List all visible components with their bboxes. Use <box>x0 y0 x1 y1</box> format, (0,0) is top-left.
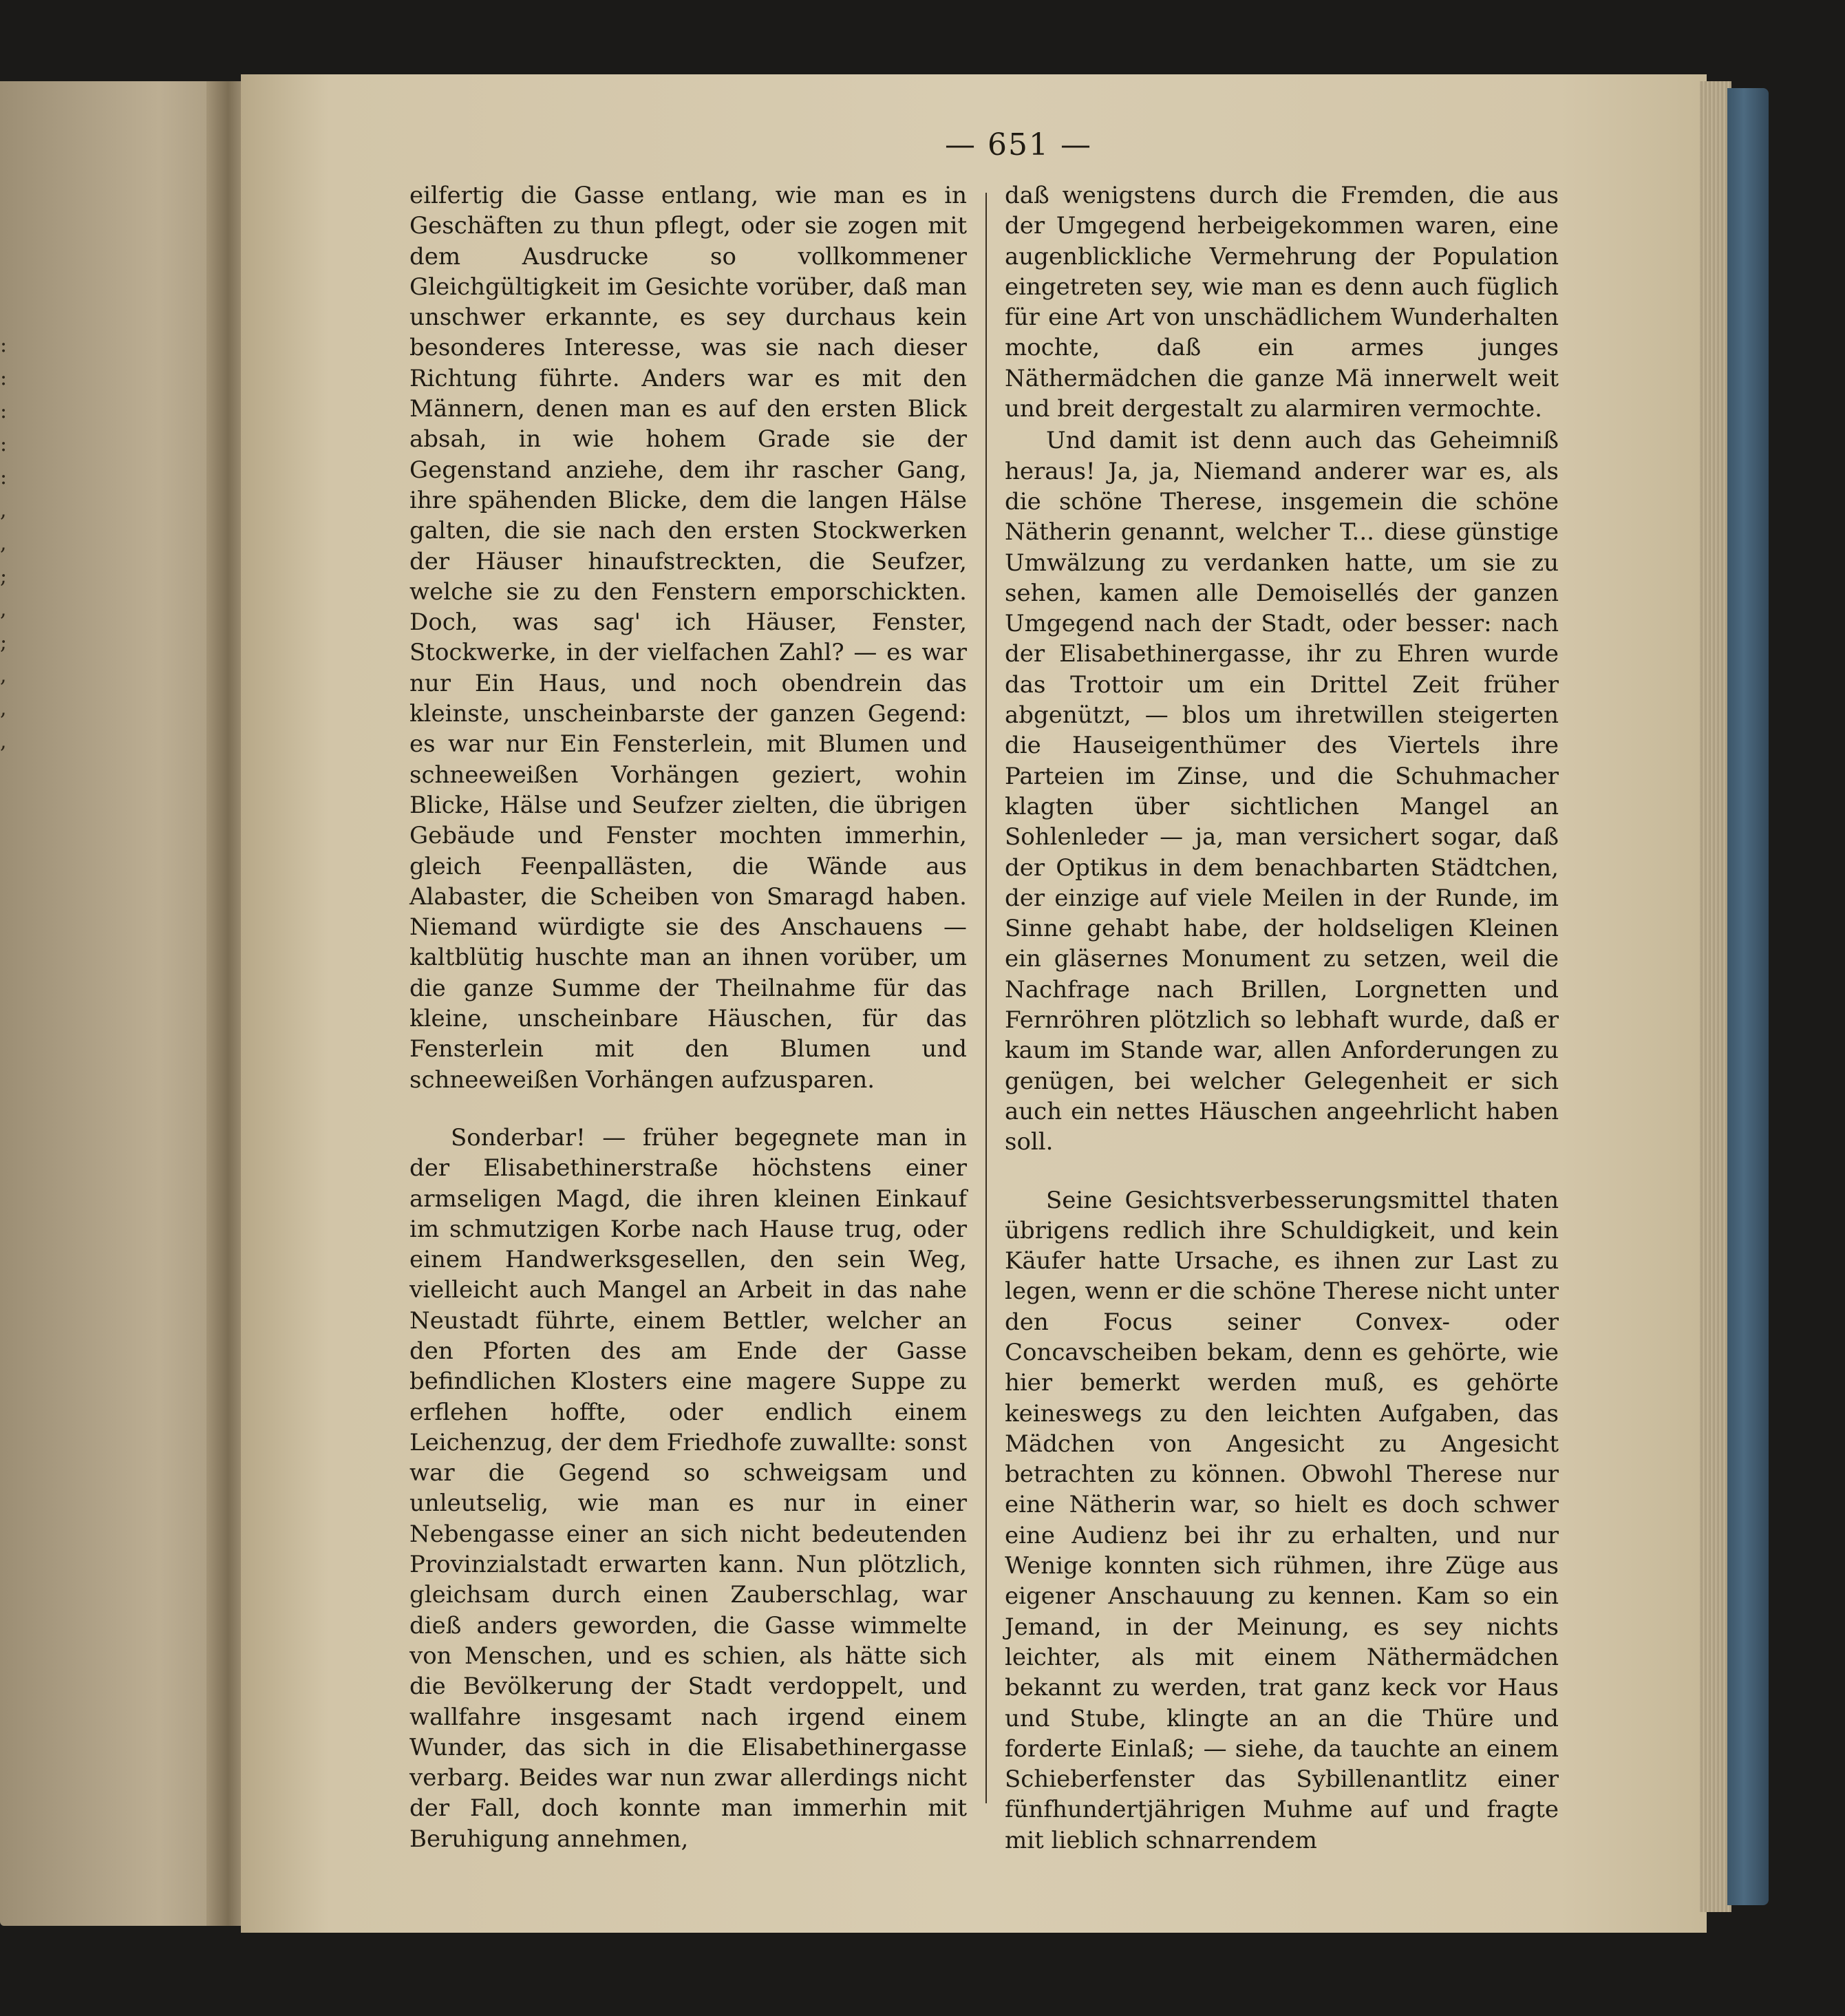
right-text-column <box>1005 180 1559 1856</box>
paragraph: eilfertig die Gasse entlang, wie man es in Geschäften zu thun pflegt, oder sie zogen mit dem Ausdrucke so vollkommener Gleichgültigkeit im Gesichte vorüber, daß man unschwer erkannte, es sey durchaus kein besonderes Interesse, was sie nach dieser Richtung führte. Anders war es mit den Männern, denen man es auf den ersten Blick absah, in wie hohem Grade sie der Gegenstand anziehe, dem ihr rascher Gang, ihre spähenden Blicke, dem die langen Hälse galten, die sie nach den ersten Stockwerken der Häuser hinaufstreckten, die Seufzer, welche sie zu den Fenstern emporschickten. Doch, was sag' ich Häuser, Fenster, Stockwerke, in der vielfachen Zahl? — es war nur Ein Haus, und noch obendrein das kleinste, unscheinbarste der ganzen Gegend: es war nur Ein Fensterlein, mit Blumen und schneeweißen Vorhängen geziert, wohin Blicke, Hälse und Seufzer zielten, die übrigen Gebäude und Fenster mochten immerhin, gleich Feenpallästen, die Wände aus Alabaster, die Scheiben von Smaragd haben. Niemand würdigte sie des Anschauens — kaltblütig huschte man an ihnen vorüber, um die ganze Summe der Theilnahme für das kleine, unscheinbare Häuschen, für das Fensterlein mit den Blumen und schneeweißen Vorhängen aufzusparen. <box>409 182 967 1094</box>
paragraph: Und damit ist denn auch das Geheimniß heraus! Ja, ja, Niemand anderer war es, als die schöne Therese, insgemein die schöne Nätherin genannt, welcher T... diese günstige Umwälzung zu verdanken hatte, um sie zu sehen, kamen alle Demoisellés der ganzen Umgegend nach der Stadt, oder besser: nach der Elisabethinergasse, ihr zu Ehren wurde das Trottoir um ein Drittel Zeit früher abgenützt, — blos um ihretwillen steigerten die Hauseigenthümer des Viertels ihre Parteien im Zinse, und die Schuhmacher klagten über sichtlichen Mangel an Sohlenleder — ja, man versichert sogar, daß der Optikus in dem benachbarten Städtchen, der einzige auf viele Meilen in der Runde, im Sinne gehabt habe, der holdseligen Kleinen ein gläsernes Monument zu setzen, weil die Nachfrage nach Brillen, Lorgnetten und Fernröhren plötzlich so lebhaft wurde, daß er kaum im Stande war, allen Anforderungen zu genügen, bei welcher Gelegenheit er sich auch ein nettes Häuschen angeehrlicht haben soll. <box>1005 427 1559 1156</box>
column-divider <box>985 193 987 1803</box>
facing-page-edge <box>0 81 227 1926</box>
book-cover-board <box>1727 88 1769 1905</box>
paragraph: Seine Gesichtsverbesserungsmittel thaten übrigens redlich ihre Schuldigkeit, und kein Käufer hatte Ursache, es ihnen zur Last zu legen, wenn er die schöne Therese nicht unter den Focus seiner Convex- oder Concavscheiben bekam, denn es gehörte, wie hier bemerkt werden muß, es gehörte keineswegs zu den leichten Aufgaben, das Mädchen von Angesicht zu Angesicht betrachten zu können. Obwohl Therese nur eine Nätherin war, so hielt es doch schwer eine Audienz bei ihr zu erhalten, und nur Wenige konnten sich rühmen, ihre Züge aus eigener Anschauung zu kennen. Kam so ein Jemand, in der Meinung, es sey nichts leichter, als mit einem Näthermädchen bekannt zu werden, trat ganz keck vor Haus und Stube, klingte an an die Thüre und forderte Einlaß; — siehe, da tauchte an einem Schieberfenster das Sybillenantlitz einer fünfhundertjährigen Muhme auf und fragte mit lieblich schnarrendem <box>1005 1186 1559 1854</box>
paragraph: daß wenigstens durch die Fremden, die aus der Umgegend herbeigekommen waren, eine augenblickliche Vermehrung der Population eingetreten sey, wie man es denn auch füglich für eine Art von unschädlichem Wunderhalten mochte, daß ein armes junges Näthermädchen die ganze Mä innerwelt weit und breit dergestalt zu alarmiren vermochte. <box>1005 182 1559 423</box>
paragraph: Sonderbar! — früher begegnete man in der Elisabethinerstraße höchstens einer armseligen Magd, die ihren kleinen Einkauf im schmutzigen Korbe nach Hause trug, oder einem Handwerksgesellen, den sein Weg, vielleicht auch Mangel an Arbeit in das nahe Neustadt führte, einem Bettler, welcher an den Pforten des am Ende der Gasse befindlichen Klosters eine magere Suppe zu erflehen hoffte, oder endlich einem Leichenzug, der dem Friedhofe zuwallte: sonst war die Gegend so schweigsam und unleutselig, wie man es nur in einer Nebengasse einer an sich nicht bedeutenden Provinzialstadt erwarten kann. Nun plötzlich, gleichsam durch einen Zauberschlag, war dieß anders geworden, die Gasse wimmelte von Menschen, und es schien, als hätte sich die Bevölkerung der Stadt verdoppelt, und wallfahre insgesamt nach irgend einem Wunder, das sich in die Elisabethinergasse verbarg. Beides war nun zwar allerdings nicht der Fall, doch konnte man immerhin mit Beruhigung annehmen, <box>409 1123 967 1853</box>
facing-page-text-fragments: : : : : : , , ; , ; , , , <box>0 333 8 754</box>
left-text-column <box>409 180 967 1854</box>
page-number: — 651 — <box>945 127 1092 162</box>
